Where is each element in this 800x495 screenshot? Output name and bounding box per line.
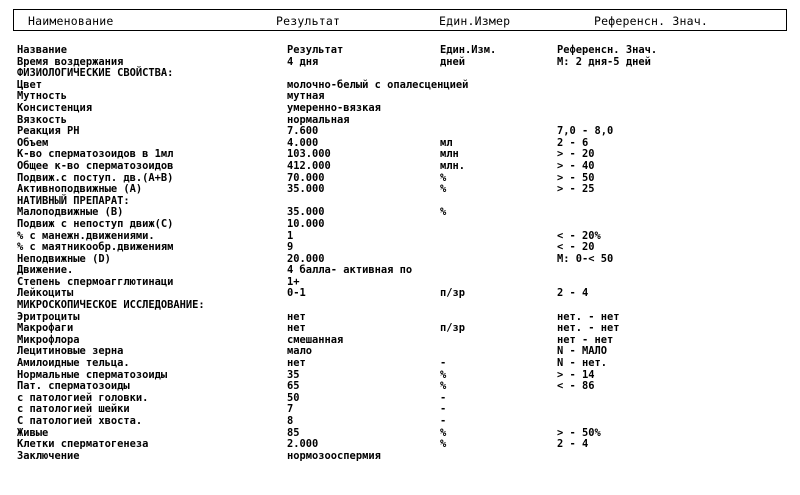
row-name: Клетки сперматогенеза	[17, 438, 149, 451]
row-result: нет	[287, 310, 306, 323]
row-units: -	[440, 391, 447, 404]
row-name: Малоподвижные (B)	[17, 206, 124, 219]
row-reference: > - 40	[557, 159, 595, 172]
header-name: Наименование	[28, 14, 114, 28]
row-result: 35.000	[287, 183, 325, 196]
table-row	[17, 312, 777, 324]
row-units: п/зр	[440, 322, 466, 335]
header-units: Един.Измер	[439, 14, 511, 28]
row-name: % с маятникообр.движениям	[17, 241, 174, 254]
row-reference: нет. - нет	[557, 310, 620, 323]
row-reference: 7,0 - 8,0	[557, 125, 614, 138]
row-reference: > - 25	[557, 183, 595, 196]
table-row	[17, 370, 777, 382]
row-reference: М: 2 дня-5 дней	[557, 55, 651, 68]
table-row	[17, 323, 777, 335]
row-reference: < - 86	[557, 380, 595, 393]
row-units: п/зр	[440, 287, 466, 300]
row-result: 4.000	[287, 136, 319, 149]
table-row	[17, 161, 777, 173]
table-row	[17, 393, 777, 405]
row-name: Вязкость	[17, 113, 68, 126]
row-reference: нет - нет	[557, 333, 614, 346]
row-name: Цвет	[17, 78, 43, 91]
row-name: Степень спермоагглютинаци	[17, 275, 174, 288]
row-reference: > - 50	[557, 171, 595, 184]
row-units: %	[440, 380, 447, 393]
row-name: Лейкоциты	[17, 287, 74, 300]
row-result: 103.000	[287, 148, 331, 161]
row-reference: < - 20%	[557, 229, 601, 242]
row-name: ФИЗИОЛОГИЧЕСКИЕ СВОЙСТВА:	[17, 67, 174, 80]
row-result: 70.000	[287, 171, 325, 184]
row-result: умеренно-вязкая	[287, 101, 381, 114]
table-row	[17, 45, 777, 57]
row-name: Микрофлора	[17, 333, 80, 346]
row-name: с патологией головки.	[17, 391, 149, 404]
row-name: Подвиж с непоступ движ(C)	[17, 217, 174, 230]
row-result: 35	[287, 368, 300, 381]
row-units: млн	[440, 148, 459, 161]
row-result: молочно-белый с опалесценцией	[287, 78, 469, 91]
row-units: %	[440, 206, 447, 219]
row-result: 9	[287, 241, 294, 254]
row-units: дней	[440, 55, 466, 68]
row-result: 65	[287, 380, 300, 393]
row-name: Макрофаги	[17, 322, 74, 335]
row-result: 1	[287, 229, 294, 242]
row-name: Общее к-во сперматозоидов	[17, 159, 174, 172]
row-result: 7.600	[287, 125, 319, 138]
row-name: Заключение	[17, 449, 80, 462]
row-name: Объем	[17, 136, 49, 149]
row-reference: 2 - 6	[557, 136, 589, 149]
table-row	[17, 439, 777, 451]
row-reference: 2 - 4	[557, 438, 589, 451]
row-result: мутная	[287, 90, 325, 103]
row-reference: < - 20	[557, 241, 595, 254]
table-row	[17, 103, 777, 115]
row-name: с патологией шейки	[17, 403, 130, 416]
row-reference: > - 20	[557, 148, 595, 161]
row-reference: N - МАЛО	[557, 345, 608, 358]
row-name: Живые	[17, 426, 49, 439]
row-result: 20.000	[287, 252, 325, 265]
row-name: Консистенция	[17, 101, 93, 114]
row-result: 35.000	[287, 206, 325, 219]
table-row	[17, 115, 777, 127]
row-units: Един.Изм.	[440, 44, 497, 56]
row-name: С патологией хвоста.	[17, 415, 143, 427]
row-name: Пат. сперматозоиды	[17, 380, 130, 393]
row-result: 10.000	[287, 217, 325, 230]
table-row	[17, 335, 777, 347]
row-name: НАТИВНЫЙ ПРЕПАРАТ:	[17, 194, 130, 207]
row-result: нет	[287, 357, 306, 370]
row-name: % с манежн.движениями.	[17, 229, 155, 242]
row-units: мл	[440, 136, 453, 149]
header-reference: Референсн. Знач.	[594, 14, 708, 28]
row-name: Движение.	[17, 264, 74, 277]
report-table	[17, 45, 777, 462]
table-row	[17, 219, 777, 231]
row-units: -	[440, 415, 447, 427]
table-row	[17, 451, 777, 463]
row-units: -	[440, 403, 447, 416]
row-result: 0-1	[287, 287, 306, 300]
row-reference: Референсн. Знач.	[557, 44, 658, 56]
row-name: Активноподвижные (A)	[17, 183, 143, 196]
table-row	[17, 126, 777, 138]
row-units: -	[440, 357, 447, 370]
row-result: 8	[287, 415, 294, 427]
row-name: Название	[17, 44, 68, 56]
table-row	[17, 416, 777, 428]
row-name: Нормальные сперматозоиды	[17, 368, 168, 381]
row-name: Подвиж.с поступ. дв.(A+B)	[17, 171, 174, 184]
row-result: 2.000	[287, 438, 319, 451]
row-result: 7	[287, 403, 294, 416]
row-result: смешанная	[287, 333, 344, 346]
table-row	[17, 346, 777, 358]
row-units: млн.	[440, 159, 466, 172]
row-result: 85	[287, 426, 300, 439]
row-units: %	[440, 438, 447, 451]
table-row	[17, 196, 777, 208]
row-name: Неподвижные (D)	[17, 252, 111, 265]
row-result: нет	[287, 322, 306, 335]
row-result: 4 балла- активная по	[287, 264, 413, 277]
row-units: %	[440, 171, 447, 184]
row-result: Результат	[287, 44, 344, 56]
table-row	[17, 184, 777, 196]
row-reference: нет. - нет	[557, 322, 620, 335]
row-name: Мутность	[17, 90, 68, 103]
table-row	[17, 242, 777, 254]
row-result: нормозооспермия	[287, 449, 381, 462]
row-name: Реакция PH	[17, 125, 80, 138]
row-name: МИКРОСКОПИЧЕСКОЕ ИССЛЕДОВАНИЕ:	[17, 299, 205, 312]
row-units: %	[440, 368, 447, 381]
row-reference: М: 0-< 50	[557, 252, 614, 265]
row-name: К-во сперматозоидов в 1мл	[17, 148, 174, 161]
table-row	[17, 358, 777, 370]
row-result: 4 дня	[287, 55, 319, 68]
row-result: 50	[287, 391, 300, 404]
table-row	[17, 300, 777, 312]
row-units: %	[440, 183, 447, 196]
row-result: 412.000	[287, 159, 331, 172]
row-name: Время воздержания	[17, 55, 124, 68]
row-name: Эритроциты	[17, 310, 80, 323]
row-name: Амилоидные тельца.	[17, 357, 130, 370]
header-result: Результат	[276, 14, 341, 28]
row-reference: > - 50%	[557, 426, 601, 439]
row-result: 1+	[287, 275, 300, 288]
table-row	[17, 277, 777, 289]
row-reference: 2 - 4	[557, 287, 589, 300]
row-reference: > - 14	[557, 368, 595, 381]
row-name: Лецитиновые зерна	[17, 345, 124, 358]
row-result: мало	[287, 345, 313, 358]
table-row	[17, 91, 777, 103]
table-row	[17, 80, 777, 92]
row-units: %	[440, 426, 447, 439]
row-result: нормальная	[287, 113, 350, 126]
row-reference: N - нет.	[557, 357, 608, 370]
report-header	[13, 9, 787, 31]
